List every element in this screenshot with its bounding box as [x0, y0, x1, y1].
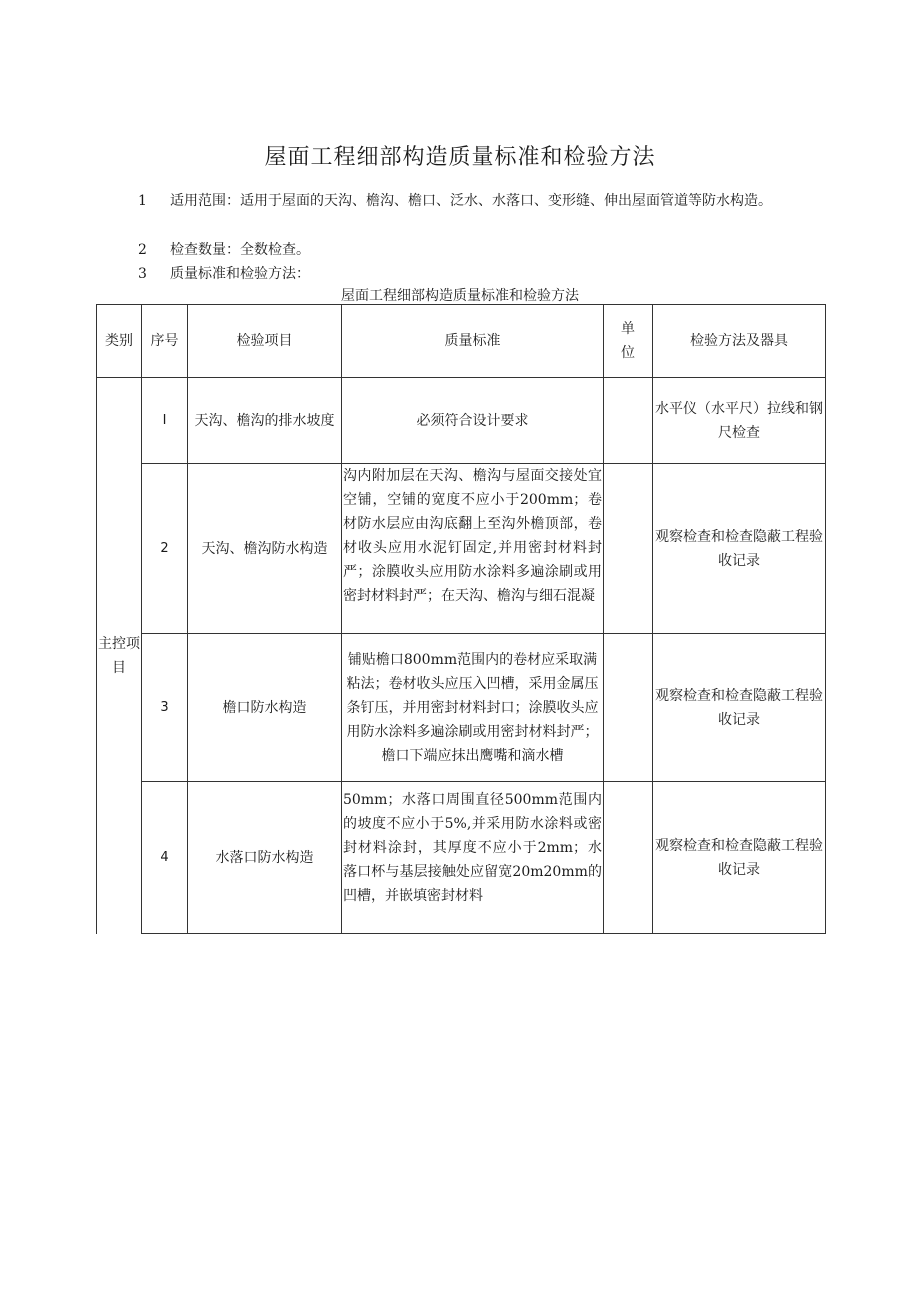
row-unit	[604, 782, 653, 934]
header-seq: 序号	[142, 305, 188, 378]
header-method: 检验方法及器具	[653, 305, 826, 378]
row-standard: 铺贴檐口800mm范围内的卷材应采取满粘法；卷材收头应压入凹槽，采用金属压条钉压，并用密封材料封口；涂膜收头应用防水涂料多遍涂刷或用密封材料封严；檐口下端应抹出鹰嘴和滴水槽	[342, 634, 604, 782]
paragraph-standards	[138, 262, 818, 286]
header-unit	[604, 305, 653, 378]
row-item: 天沟、檐沟防水构造	[188, 464, 342, 634]
table-caption: 屋面工程细部构造质量标准和检验方法	[341, 288, 579, 304]
table-row	[97, 464, 826, 634]
table-header-row	[97, 305, 826, 378]
row-standard: 必须符合设计要求	[342, 378, 604, 464]
row-seq: 4	[142, 782, 188, 934]
paragraph-number: 1	[138, 193, 147, 209]
row-unit	[604, 634, 653, 782]
quality-standard-table	[96, 304, 826, 934]
row-standard: 50mm；水落口周围直径500mm范围内的坡度不应小于5%,并采用防水涂料或密封材料涂封，其厚度不应小于2mm；水落口杯与基层接触处应留宽20m20mm的凹槽，并嵌填密封材料	[342, 782, 604, 934]
paragraph-scope	[138, 189, 818, 213]
paragraph-number: 2	[138, 242, 147, 258]
paragraph-quantity	[138, 238, 818, 262]
table-row	[97, 782, 826, 934]
header-unit-line1: 单	[621, 321, 635, 337]
row-unit	[604, 464, 653, 634]
category-cell: 主控项目	[97, 378, 142, 934]
row-item: 天沟、檐沟的排水坡度	[188, 378, 342, 464]
row-seq: I	[142, 378, 188, 464]
paragraph-text: 检查数量：全数检查。	[170, 242, 310, 258]
header-category: 类别	[97, 305, 142, 378]
table-row	[97, 634, 826, 782]
row-unit	[604, 378, 653, 464]
table-row	[97, 378, 826, 464]
row-standard: 沟内附加层在天沟、檐沟与屋面交接处宜空铺，空铺的宽度不应小于200mm；卷材防水层应由沟底翻上至沟外檐顶部，卷材收头应用水泥钉固定,并用密封材料封严；涂膜收头应用防水涂料多遍涂刷或用密封材料封严；在天沟、檐沟与细石混凝	[342, 464, 604, 634]
row-seq: 2	[142, 464, 188, 634]
header-item: 检验项目	[188, 305, 342, 378]
row-method: 水平仪（水平尺）拉线和钢尺检查	[653, 378, 826, 464]
document-title: 屋面工程细部构造质量标准和检验方法	[264, 145, 656, 170]
row-method: 观察检查和检查隐蔽工程验收记录	[653, 634, 826, 782]
row-method: 观察检查和检查隐蔽工程验收记录	[653, 782, 826, 934]
paragraph-number: 3	[138, 266, 147, 282]
header-standard: 质量标准	[342, 305, 604, 378]
paragraph-text: 适用范围：适用于屋面的天沟、檐沟、檐口、泛水、水落口、变形缝、伸出屋面管道等防水构造。	[170, 193, 772, 209]
row-seq: 3	[142, 634, 188, 782]
row-method: 观察检查和检查隐蔽工程验收记录	[653, 464, 826, 634]
row-item: 檐口防水构造	[188, 634, 342, 782]
paragraph-text: 质量标准和检验方法：	[170, 266, 310, 282]
header-unit-line2: 位	[621, 345, 635, 361]
row-item: 水落口防水构造	[188, 782, 342, 934]
